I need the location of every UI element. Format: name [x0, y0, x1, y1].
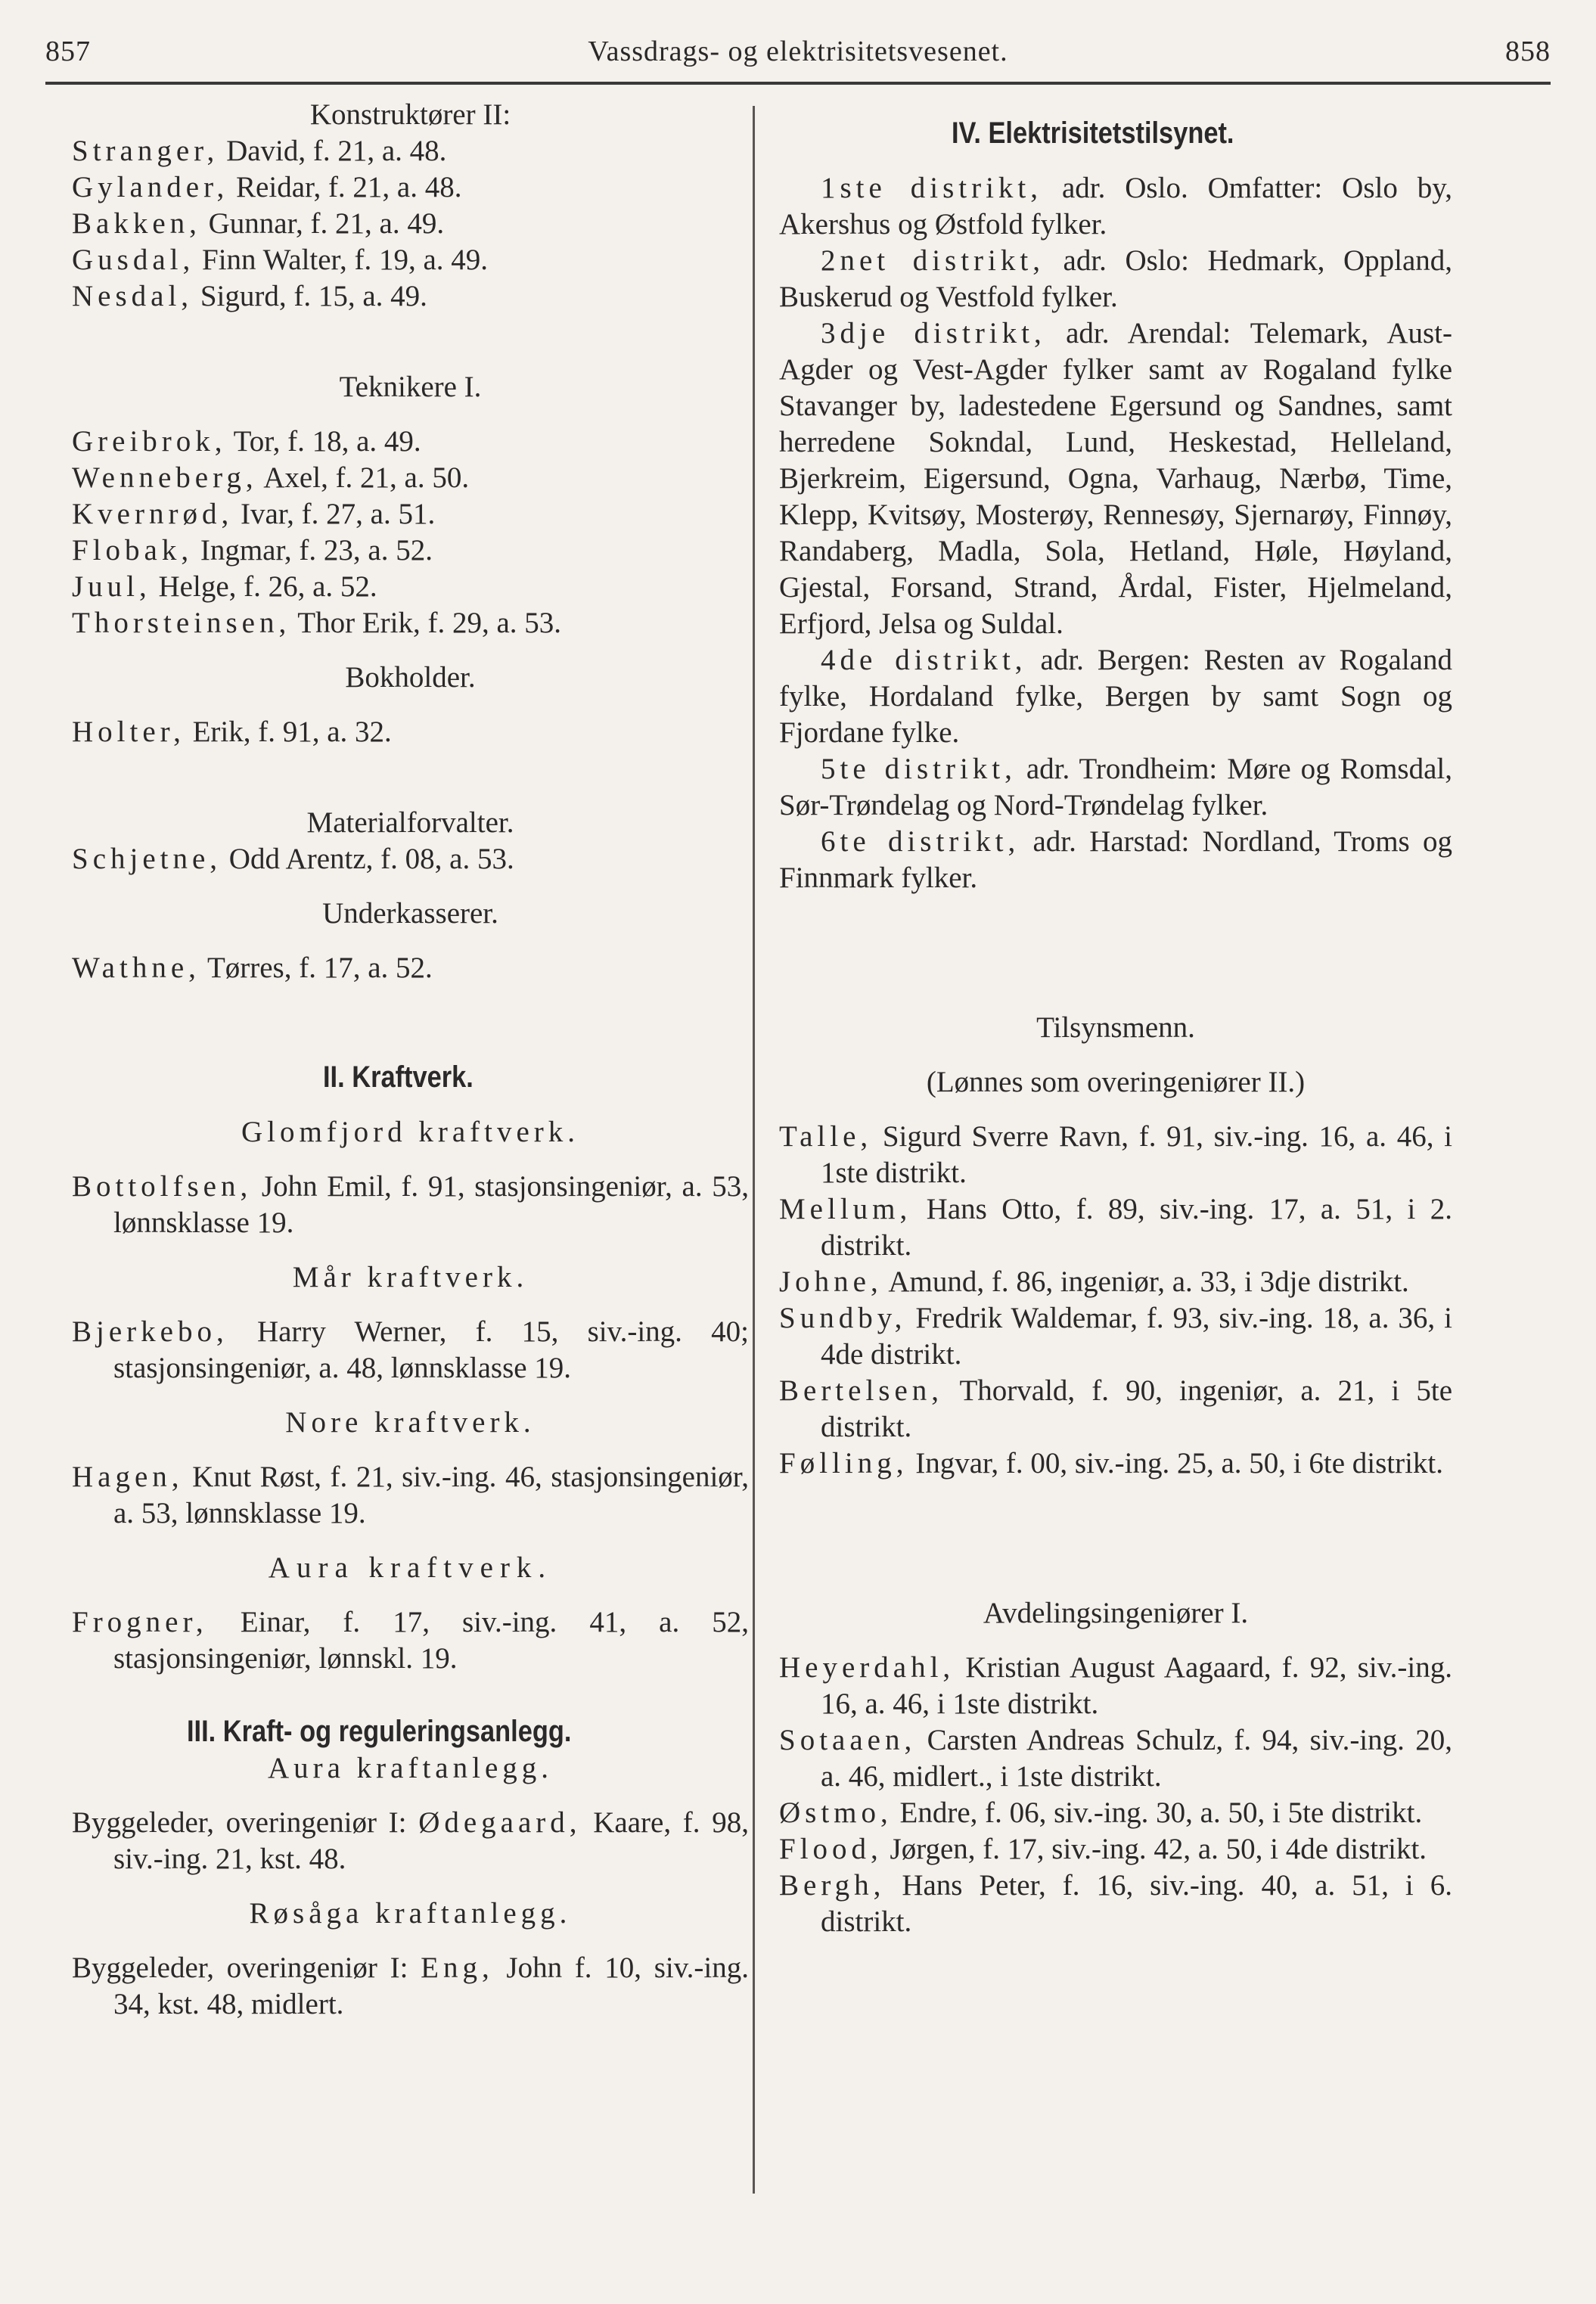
page-number-right: 858 [1505, 36, 1551, 67]
list-item: Gylander, Reidar, f. 21, a. 48. [72, 171, 462, 203]
avdeling-list [779, 1650, 1452, 1940]
column-divider [753, 106, 755, 2194]
list-item: Sundby, Fredrik Waldemar, f. 93, siv.-ing. 18, a. 36, i 4de distrikt. [779, 1302, 1452, 1371]
list-item: Johne, Amund, f. 86, ingeniør, a. 33, i 3dje distrikt. [779, 1265, 1409, 1298]
list-item: Stranger, David, f. 21, a. 48. [72, 135, 447, 167]
section-title-teknikere: Teknikere I. [339, 371, 482, 403]
list-item: Mellum, Hans Otto, f. 89, siv.-ing. 17, a. 51, i 2. distrikt. [779, 1193, 1452, 1262]
page-header [45, 27, 1551, 80]
section-title-bokholder: Bokholder. [345, 661, 476, 694]
page-number-left: 857 [45, 36, 91, 67]
list-item: Schjetne, Odd Arentz, f. 08, a. 53. [72, 843, 514, 875]
section-title-anlegg: III. Kraft- og reguleringsanlegg. [186, 1715, 572, 1748]
list-item: 4de distrikt, adr. Bergen: Resten av Rogaland fylke, Hordaland fylke, Bergen by samt Sogn og Fjordane fylke. [779, 644, 1452, 749]
list-item: 3dje distrikt, adr. Arendal: Telemark, Aust-Agder og Vest-Agder fylker samt av Rogaland fylke Stavanger by, ladestedene Egersund og Sandnes, samt herredene Sokndal, Lund, Heskestad, Helleland, Bjerkreim, Eigersund, Ogna, Varhaug, Nærbø, Time, Klepp, Kvitsøy, Mosterøy, Rennesøy, Sjernarøy, Finnøy, Randaberg, Madla, Sola, Hetland, Høle, Høyland, Gjestal, Forsand, Strand, Årdal, Fister, Hjelmeland, Erfjord, Jelsa og Suldal. [779, 317, 1452, 640]
list-item: Bertelsen, Thorvald, f. 90, ingeniør, a. 21, i 5te distrikt. [779, 1374, 1452, 1443]
tilsynsmenn-list [779, 1119, 1452, 1482]
list-item: Nesdal, Sigurd, f. 15, a. 49. [72, 280, 427, 312]
list-item: Bergh, Hans Peter, f. 16, siv.-ing. 40, a. 51, i 6. distrikt. [779, 1869, 1452, 1938]
list-item: Greibrok, Tor, f. 18, a. 49. [72, 425, 421, 458]
list-item: Flood, Jørgen, f. 17, siv.-ing. 42, a. 50, i 4de distrikt. [779, 1833, 1427, 1865]
running-title: Vassdrags- og elektrisitetsvesenet. [588, 36, 1008, 67]
list-item: 2net distrikt, adr. Oslo: Hedmark, Oppland, Buskerud og Vestfold fylker. [779, 244, 1453, 313]
section-title-tilsyn: IV. Elektrisitetstilsynet. [951, 116, 1234, 150]
list-item: Bakken, Gunnar, f. 21, a. 49. [72, 207, 445, 240]
left-column [72, 97, 749, 2023]
subsection-title-mar: Mår kraftverk. [292, 1261, 529, 1293]
list-item: Holter, Erik, f. 91, a. 32. [72, 716, 392, 748]
section-title-konstruktorer: Konstruktører II: [309, 98, 511, 131]
list-item: 6te distrikt, adr. Harstad: Nordland, Troms og Finnmark fylker. [779, 825, 1452, 894]
list-item: Heyerdahl, Kristian August Aagaard, f. 92, siv.-ing. 16, a. 46, i 1ste distrikt. [779, 1651, 1452, 1720]
list-item: Sotaaen, Carsten Andreas Schulz, f. 94, siv.-ing. 20, a. 46, midlert., i 1ste distrikt. [779, 1724, 1452, 1793]
list-item: Følling, Ingvar, f. 00, siv.-ing. 25, a. 50, i 6te distrikt. [779, 1447, 1444, 1480]
distrikter-list [779, 170, 1452, 896]
section-title-tilsynsmenn: Tilsynsmenn. [1036, 1011, 1195, 1044]
subsection-title-rosaga: Røsåga kraftanlegg. [249, 1897, 572, 1930]
section-subtitle-tilsynsmenn: (Lønnes som overingeniører II.) [926, 1066, 1306, 1098]
list-item: Østmo, Endre, f. 06, siv.-ing. 30, a. 50, i 5te distrikt. [779, 1796, 1423, 1829]
list-item: Wathne, Tørres, f. 17, a. 52. [72, 952, 433, 984]
right-column [779, 97, 1452, 1940]
subsection-title-glomfjord: Glomfjord kraftverk. [241, 1116, 580, 1148]
list-item: Bjerkebo, Harry Werner, f. 15, siv.-ing. 40; stasjonsingeniør, a. 48, lønnsklasse 19. [72, 1315, 749, 1384]
list-item: Kvernrød, Ivar, f. 27, a. 51. [72, 498, 436, 530]
list-item: Bottolfsen, John Emil, f. 91, stasjonsingeniør, a. 53, lønnsklasse 19. [72, 1170, 749, 1239]
teknikere-list [72, 424, 749, 641]
subsection-title-nore: Nore kraftverk. [285, 1406, 536, 1439]
list-item: Byggeleder, overingeniør I: Ødegaard, Kaare, f. 98, siv.-ing. 21, kst. 48. [72, 1806, 749, 1875]
list-item: Thorsteinsen, Thor Erik, f. 29, a. 53. [72, 607, 562, 639]
list-item: Talle, Sigurd Sverre Ravn, f. 91, siv.-ing. 16, a. 46, i 1ste distrikt. [779, 1120, 1452, 1189]
subsection-title-aura-anlegg: Aura kraftanlegg. [267, 1752, 554, 1784]
list-item: Wenneberg, Axel, f. 21, a. 50. [72, 461, 470, 494]
section-title-underkasserer: Underkasserer. [322, 897, 498, 930]
list-item: 5te distrikt, adr. Trondheim: Møre og Romsdal, Sør-Trøndelag og Nord-Trøndelag fylker. [779, 753, 1453, 821]
list-item: 1ste distrikt, adr. Oslo. Omfatter: Oslo by, Akershus og Østfold fylker. [779, 172, 1452, 241]
section-title-avdeling: Avdelingsingeniører I. [983, 1597, 1249, 1629]
section-title-materialforvalter: Materialforvalter. [306, 806, 514, 839]
subsection-title-aura: Aura kraftverk. [268, 1551, 553, 1584]
list-item: Byggeleder, overingeniør I: Eng, John f. 10, siv.-ing. 34, kst. 48, midlert. [72, 1952, 750, 2020]
header-rule [45, 82, 1551, 85]
list-item: Frogner, Einar, f. 17, siv.-ing. 41, a. 52, stasjonsingeniør, lønnskl. 19. [72, 1606, 749, 1675]
list-item: Hagen, Knut Røst, f. 21, siv.-ing. 46, stasjonsingeniør, a. 53, lønnsklasse 19. [72, 1461, 749, 1529]
list-item: Flobak, Ingmar, f. 23, a. 52. [72, 534, 433, 567]
konstruktorer-list [72, 133, 749, 315]
list-item: Gusdal, Finn Walter, f. 19, a. 49. [72, 244, 489, 276]
list-item: Juul, Helge, f. 26, a. 52. [72, 570, 377, 603]
section-title-kraftverk: II. Kraftverk. [322, 1060, 474, 1094]
